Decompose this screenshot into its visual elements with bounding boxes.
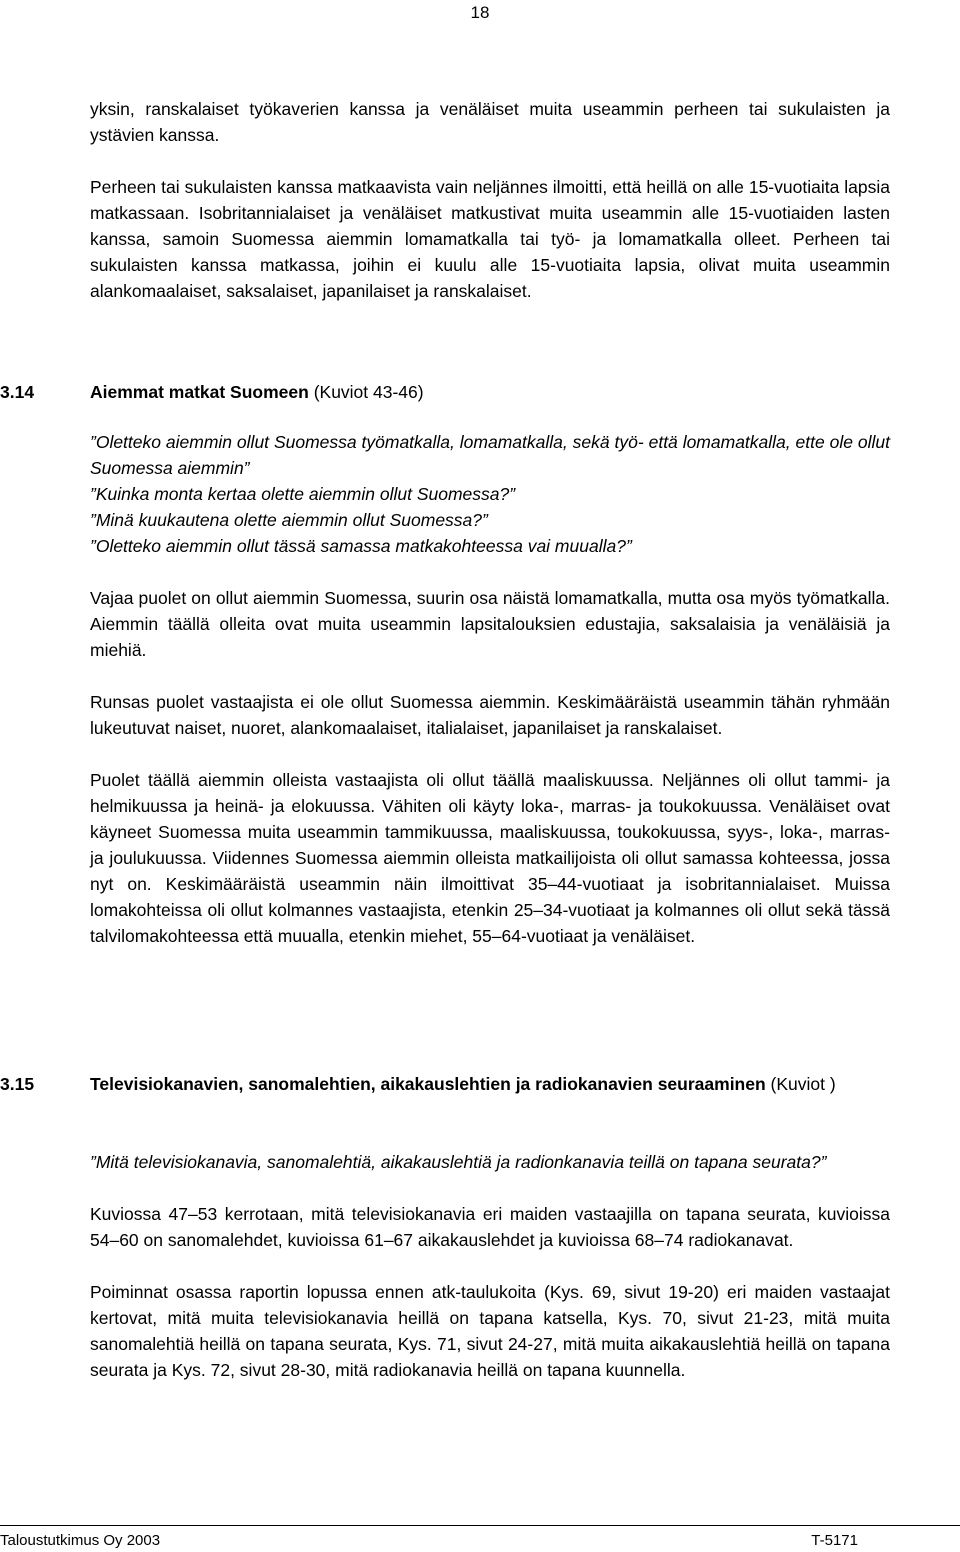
section-number: 3.15 [0,1074,35,1094]
section-heading-3-15 [0,1071,890,1097]
survey-questions [90,429,890,559]
section-title-bold: Televisiokanavien, sanomalehtien, aikakauslehtien ja radiokanavien seuraaminen [90,1074,766,1094]
page-number: 18 [470,3,490,22]
intro-text [90,96,890,304]
survey-question: ”Kuinka monta kertaa olette aiemmin ollut Suomessa?” [90,484,516,504]
survey-question: ”Oletteko aiemmin ollut Suomessa työmatkalla, lomamatkalla, sekä työ- että lomamatkalla, ette ole ollut Suomessa aiemmin” [90,432,890,478]
section-title-bold: Aiemmat matkat Suomeen [90,382,309,402]
section-title [90,1071,890,1097]
paragraph: Perheen tai sukulaisten kanssa matkaavista vain neljännes ilmoitti, että heillä on alle 15-vuotiaita lapsia matkassaan. Isobritannialaiset ja venäläiset matkustivat muita useammin alle 15-vuotiaiden lasten kanssa, samoin Suomessa aiemmin lomamatkalla tai työ- ja lomamatkalla olleet. Perheen tai sukulaisten kanssa matkassa, joihin ei kuulu alle 15-vuotiaita lapsia, olivat muita useammin alankomaalaiset, saksalaiset, japanilaiset ja ranskalaiset. [90,177,890,301]
survey-question: ”Mitä televisiokanavia, sanomalehtiä, aikakauslehtiä ja radionkanavia teillä on tapana seurata?” [90,1152,827,1172]
section-3-15-body [90,1149,890,1383]
section-title-rest: (Kuviot ) [765,1074,836,1094]
paragraph: Runsas puolet vastaajista ei ole ollut Suomessa aiemmin. Keskimääräistä useammin tähän ryhmään lukeutuvat naiset, nuoret, alankomaalaiset, italialaiset, japanilaiset ja ranskalaiset. [90,692,890,738]
section-title-rest: (Kuviot 43-46) [308,382,424,402]
paragraph: Puolet täällä aiemmin olleista vastaajista oli ollut täällä maaliskuussa. Neljännes oli ollut tammi- ja helmikuussa ja heinä- ja elokuussa. Vähiten oli käyty loka-, marras- ja toukokuussa. Venäläiset ovat käyneet Suomessa muita useammin tammikuussa, maaliskuussa, toukokuussa, syys-, loka-, marras- ja joulukuussa. Viidennes Suomessa aiemmin olleista matkailijoista oli ollut samassa kohteessa, jossa nyt on. Keskimääräistä useammin näin ilmoittivat 35–44-vuotiaat ja isobritannialaiset. Muissa lomakohteissa oli ollut kolmannes vastaajista, etenkin 25–34-vuotiaat ja kolmannes oli ollut sekä tässä talvilomakohteessa että muualla, etenkin miehet, 55–64-vuotiaat ja venäläiset. [90,770,890,946]
section-title [90,379,890,405]
survey-questions [90,1149,890,1175]
footer-report-id: T-5171 [811,1532,858,1549]
survey-question: ”Oletteko aiemmin ollut tässä samassa matkakohteessa vai muualla?” [90,536,632,556]
paragraph: yksin, ranskalaiset työkaverien kanssa ja venäläiset muita useammin perheen tai sukulaisten ja ystävien kanssa. [90,99,890,145]
paragraph: Kuviossa 47–53 kerrotaan, mitä televisiokanavia eri maiden vastaajilla on tapana seurata, kuvioissa 54–60 on sanomalehdet, kuvioissa 61–67 aikakauslehdet ja kuvioissa 68–74 radiokanavat. [90,1204,890,1250]
footer-company: Taloustutkimus Oy 2003 [0,1532,161,1549]
section-number: 3.14 [0,382,35,402]
section-heading-3-14 [0,379,890,405]
section-3-14-body [90,429,890,949]
paragraph: Vajaa puolet on ollut aiemmin Suomessa, suurin osa näistä lomamatkalla, mutta osa myös työmatkalla. Aiemmin täällä olleita ovat muita useammin lapsitalouksien edustajia, saksalaisia ja venäläisiä ja miehiä. [90,588,890,660]
survey-question: ”Minä kuukautena olette aiemmin ollut Suomessa?” [90,510,488,530]
footer-divider [0,1525,960,1526]
paragraph: Poiminnat osassa raportin lopussa ennen atk-taulukoita (Kys. 69, sivut 19-20) eri maiden vastaajat kertovat, mitä muita televisiokanavia heillä on tapana katsella, Kys. 70, sivut 21-23, mitä muita sanomalehtiä heillä on tapana seurata, Kys. 71, sivut 24-27, mitä muita aikakauslehtiä heillä on tapana seurata ja Kys. 72, sivut 28-30, mitä radiokanavia heillä on tapana kuunnella. [90,1282,890,1380]
